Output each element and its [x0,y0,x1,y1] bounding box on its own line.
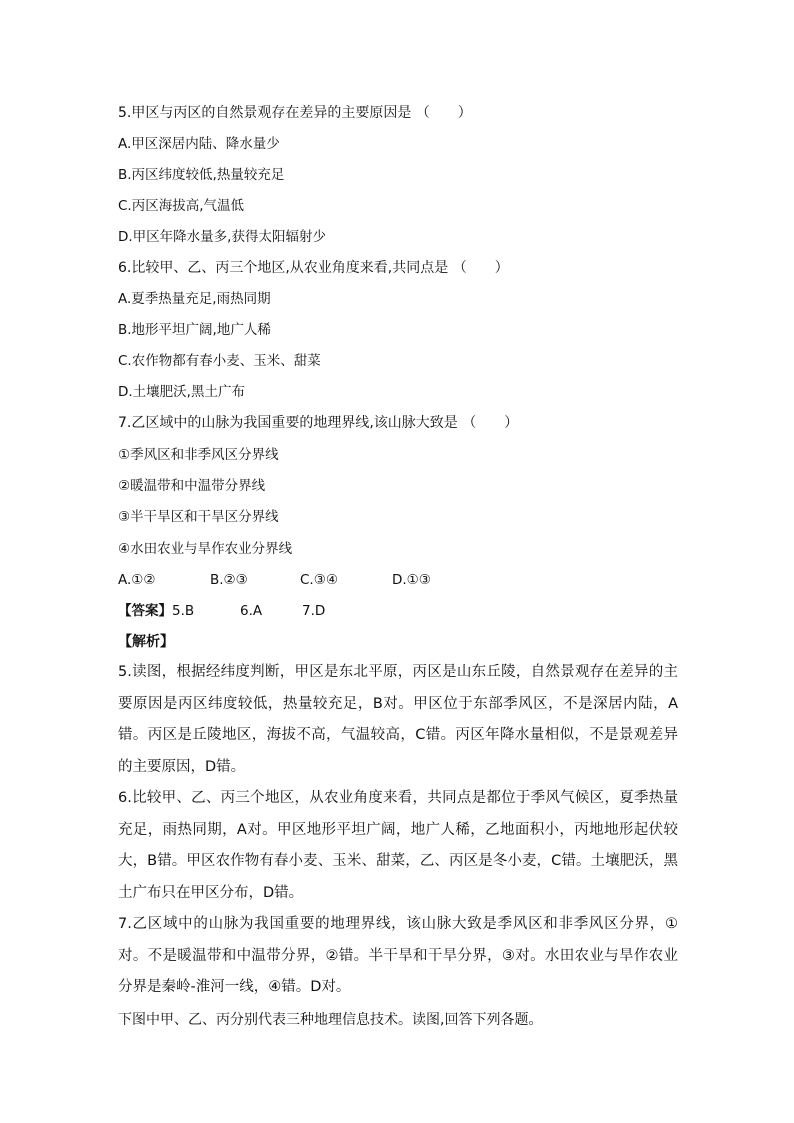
question-5-option-b: B.丙区纬度较低,热量较充足 [118,167,285,183]
question-7-item-1: ①季风区和非季风区分界线 [118,447,279,463]
question-7-item-2: ②暖温带和中温带分界线 [118,478,266,494]
question-7-stem: 7.乙区域中的山脉为我国重要的地理界线,该山脉大致是 （ ） [118,415,519,431]
question-6-option-a: A.夏季热量充足,雨热同期 [118,291,271,307]
analysis-label: 【解析】 [118,634,174,650]
answer-value-5: 5.B [172,603,195,619]
question-7-options-row [118,571,431,589]
question-7-option-b: B.②③ [210,572,248,588]
analysis-paragraph-6: 6.比较甲、乙、丙三个地区，从农业角度来看，共同点是都位于季风气候区，夏季热量充足，雨热同期，A对。甲区地形平坦广阔，地广人稀，乙地面积小，丙地地形起伏较大，B错。甲区农作物有春小麦、玉米、甜菜，乙、丙区是冬小麦，C错。土壤肥沃，黑土广布只在甲区分布，D错。 [118,790,678,901]
answer-row [118,602,325,620]
question-6-stem: 6.比较甲、乙、丙三个地区,从农业角度来看,共同点是 （ ） [118,260,509,276]
answer-value-6: 6.A [240,603,263,619]
question-6-option-d: D.土壤肥沃,黑土广布 [118,384,245,400]
answer-label: 【答案】 [118,603,172,619]
question-5-option-d: D.甲区年降水量多,获得太阳辐射少 [118,229,326,245]
question-5-option-a: A.甲区深居内陆、降水量少 [118,136,280,152]
question-6-option-b: B.地形平坦广阔,地广人稀 [118,322,271,338]
analysis-paragraph-7: 7.乙区域中的山脉为我国重要的地理界线，该山脉大致是季风区和非季风区分界，①对。不是暖温带和中温带分界，②错。半干旱和干旱分界，③对。水田农业与旱作农业分界是秦岭-淮河一线，④错。D对。 [118,916,678,995]
next-section-intro: 下图中甲、乙、丙分别代表三种地理信息技术。读图,回答下列各题。 [118,1012,543,1028]
answer-value-7: 7.D [302,603,326,619]
question-7-item-4: ④水田农业与旱作农业分界线 [118,541,293,557]
question-7-option-c: C.③④ [300,572,338,588]
question-7-option-a: A.①② [118,572,156,588]
analysis-paragraph-5: 5.读图，根据经纬度判断，甲区是东北平原，丙区是山东丘陵，自然景观存在差异的主要原因是丙区纬度较低，热量较充足，B对。甲区位于东部季风区，不是深居内陆，A错。丙区是丘陵地区，海拔不高，气温较高，C错。丙区年降水量相似，不是景观差异的主要原因，D错。 [118,664,678,775]
question-5-option-c: C.丙区海拔高,气温低 [118,198,245,214]
question-7-option-d: D.①③ [392,572,431,588]
question-7-item-3: ③半干旱区和干旱区分界线 [118,509,279,525]
question-6-option-c: C.农作物都有春小麦、玉米、甜菜 [118,353,321,369]
question-5-stem: 5.甲区与丙区的自然景观存在差异的主要原因是 （ ） [118,105,472,121]
